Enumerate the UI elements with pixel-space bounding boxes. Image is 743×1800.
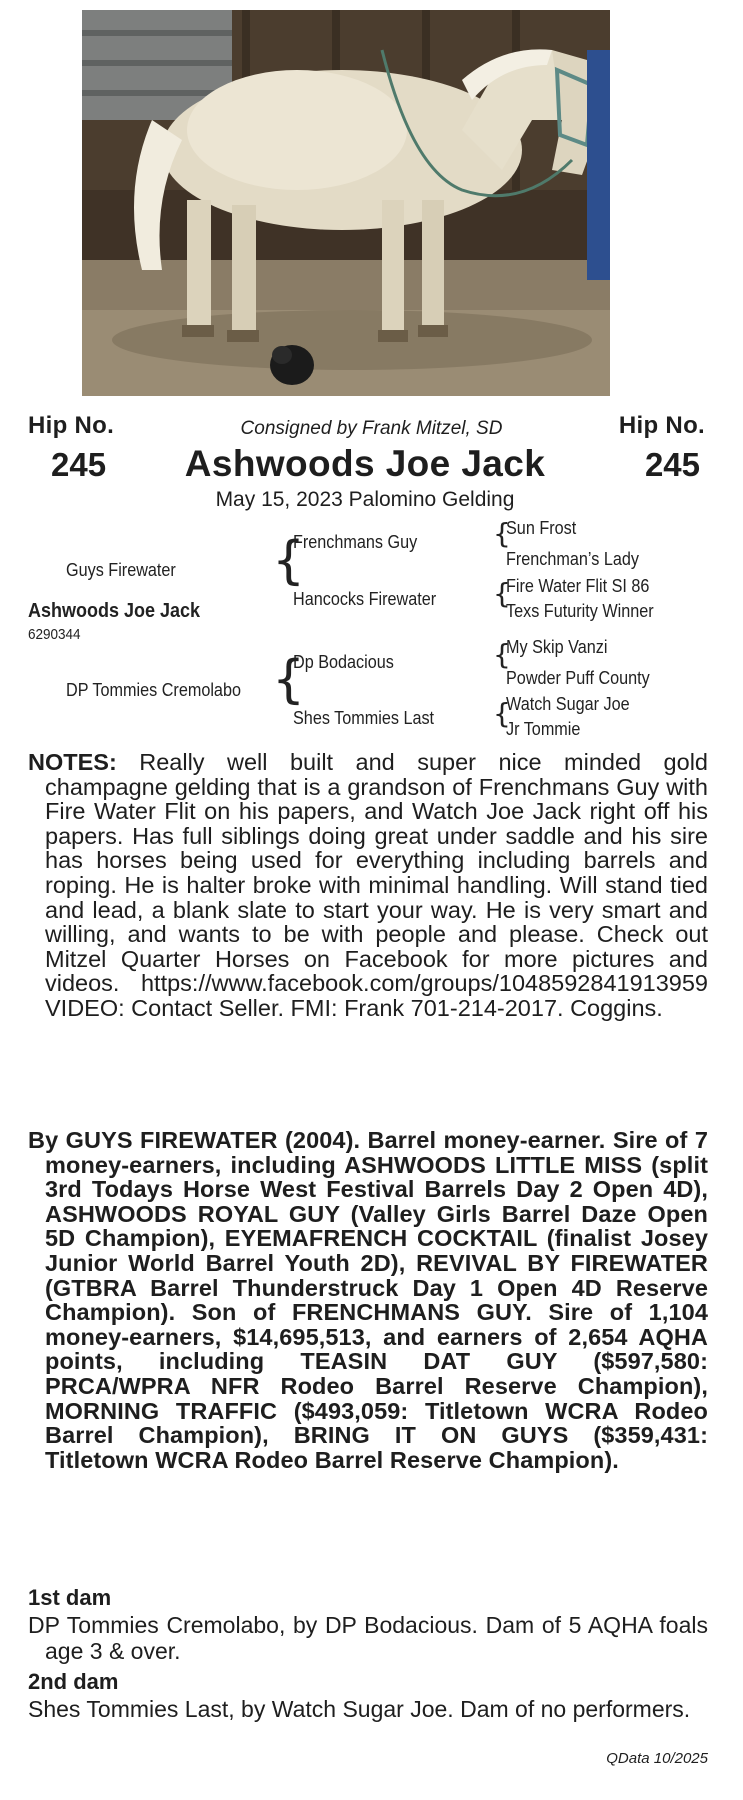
pedigree-dsd: Powder Puff County xyxy=(506,668,650,688)
second-dam-text: Shes Tommies Last, by Watch Sugar Joe. Dam of no performers. xyxy=(28,1696,691,1722)
hip-number-left: 245 xyxy=(51,446,107,483)
sire-info-text: By GUYS FIREWATER (2004). Barrel money-earner. Sire of 7 money-earners, including ASHWOODS LITTLE MISS (split 3rd Todays Horse West Festival Barrels Day 2 Open 4D), ASHWOODS ROYAL GUY (Valley Girls Barrel Daze Open 5D Champion), EYEMAFRENCH COCKTAIL (finalist Josey Junior World Barrel Youth 2D), REVIVAL BY FIREWATER (GTBRA Barrel Thunderstruck Day 1 Open 4D Reserve Champion). Son of FRENCHMANS GUY. Sire of 1,104 money-earners, $14,695,513, and earners of 2,654 AQHA points, including TEASIN DAT GUY ($597,580: PRCA/WPRA NFR Rodeo Barrel Reserve Champion), MORNING TRAFFIC ($493,059: Titletown WCRA Rodeo Barrel Champion), BRING IT ON GUYS ($359,431: Titletown WCRA Rodeo Barrel Reserve Champion). xyxy=(28,1127,708,1473)
horse-name-title: Ashwoods Joe Jack xyxy=(184,443,546,484)
notes-paragraph xyxy=(28,750,708,1021)
horse-photo xyxy=(82,10,610,396)
pedigree-sire-dam: Hancocks Firewater xyxy=(293,589,437,609)
brace-dam-dam: { xyxy=(493,697,511,730)
notes-section xyxy=(28,750,708,1021)
second-dam-heading: 2nd dam xyxy=(28,1669,119,1694)
sire-info-section xyxy=(28,1128,708,1472)
pedigree-dds: Watch Sugar Joe xyxy=(506,694,630,714)
pedigree-registration: 6290344 xyxy=(28,626,81,643)
hip-label-left: Hip No. xyxy=(28,412,115,439)
pedigree-sire: Guys Firewater xyxy=(66,560,176,580)
notes-text: Really well built and super nice minded gold champagne gelding that is a grandson of Frenchmans Guy with Fire Water Flit on his papers, and Watch Joe Jack right off his papers. Has full siblings doing great under saddle and his sire has horses being used for everything including barrels and roping. He is halter broke with minimal handling. Will stand tied and lead, a blank slate to start your way. He is very smart and willing, and wants to be with people and please. Check out Mitzel Quarter Horses on Facebook for more pictures and videos. https://www.facebook.com/groups/1048592841913959 VIDEO: Contact Seller. FMI: Frank 701-214-2017. Coggins. xyxy=(45,749,708,1021)
pedigree-dss: My Skip Vanzi xyxy=(506,637,608,657)
qdata-footer: QData 10/2025 xyxy=(606,1750,708,1767)
pedigree-sdd: Texs Futurity Winner xyxy=(506,601,654,621)
brace-sire-dam: { xyxy=(493,577,511,610)
consignor-line: Consigned by Frank Mitzel, SD xyxy=(240,418,503,439)
pedigree-dam-sire: Dp Bodacious xyxy=(293,652,394,672)
hip-number-right: 245 xyxy=(644,446,700,483)
pedigree-dam-dam: Shes Tommies Last xyxy=(293,708,435,728)
pedigree-dam: DP Tommies Cremolabo xyxy=(66,680,241,700)
notes-label: NOTES: xyxy=(28,749,117,775)
brace-sire-sire: { xyxy=(493,517,511,550)
pedigree-subject: Ashwoods Joe Jack xyxy=(28,600,201,622)
first-dam-text: DP Tommies Cremolabo, by DP Bodacious. Dam of 5 AQHA foals age 3 & over. xyxy=(28,1612,708,1664)
brace-dam: { xyxy=(272,650,306,710)
brace-sire: { xyxy=(272,531,306,591)
pedigree-sire-sire: Frenchmans Guy xyxy=(293,532,418,552)
first-dam-section xyxy=(28,1612,708,1664)
pedigree-sds: Fire Water Flit SI 86 xyxy=(506,576,650,596)
foal-info: May 15, 2023 Palomino Gelding xyxy=(215,488,515,511)
pedigree-sss: Sun Frost xyxy=(506,518,577,538)
hip-label-right: Hip No. xyxy=(618,412,705,439)
first-dam-heading: 1st dam xyxy=(28,1585,112,1610)
second-dam-section xyxy=(28,1696,708,1722)
pedigree-ddd: Jr Tommie xyxy=(506,719,581,739)
pedigree-ssd: Frenchman’s Lady xyxy=(506,549,639,569)
brace-dam-sire: { xyxy=(493,638,511,671)
horse-photo-image xyxy=(82,10,610,396)
